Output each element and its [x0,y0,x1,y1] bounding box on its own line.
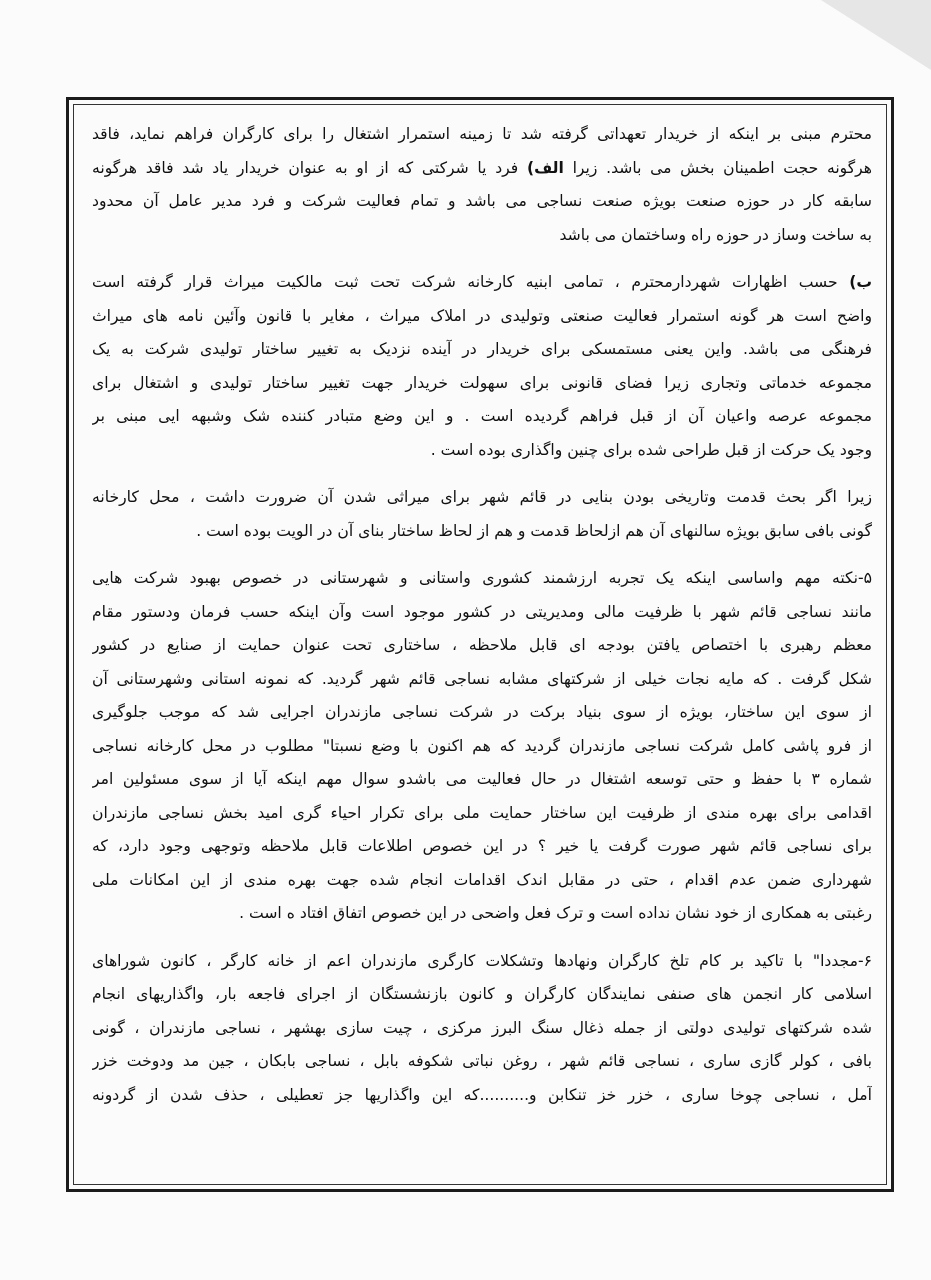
text-line: اسلامی کار انجمن های صنفی نمایندگان کارگران و کانون بازنشستگان از اجرای فاجعه بار، واگذاریهای انجام [92,985,872,1003]
text-line: مجموعه عرصه واعیان آن از قبل فراهم گردیده است . و این وضع متبادر کننده شک وشبهه ایی مبنی بر [92,407,872,425]
text-segment: فرد یا شرکتی که از او به عنوان خریدار یاد شد فاقد هرگونه [92,158,519,177]
text-line [92,266,872,300]
text-line: از سوی این ساختار، بویژه از سوی بنیاد برکت در شرکت نساجی مازندران اجرایی شد که موجب جلوگیری [92,703,872,721]
text-line: واضح است هر گونه استمرار فعالیت صنعتی وتولیدی در املاک میراث ، مغایر با قانون وآئین نامه های میراث [92,306,872,325]
text-line: شده شرکتهای تولیدی دولتی از جمله ذغال سنگ البرز مرکزی ، چیت سازی بهشهر ، نساجی مازندران ، گونی [92,1018,872,1037]
text-segment: حسب اظهارات شهردارمحترم ، تمامی ابنیه کارخانه شرکت تحت ثبت مالکیت میراث قرار گرفته است [92,273,838,291]
paragraph-5 [92,562,872,931]
text-line: اقدامی برای بهره مندی از ظرفیت این ساختار حمایت ملی برای تکرار احیاء گری امید بخش نساجی مازندران [92,803,872,822]
label-be: ب) [849,273,872,291]
paragraph-1 [92,118,872,252]
label-alef: الف) [526,158,564,177]
text-segment: هرگونه حجت اطمینان بخش می باشد. زیرا [572,158,872,177]
text-line: شماره ۳ با حفظ و حتی توسعه اشتغال در حال فعالیت می باشدو سوال مهم اینکه آیا از سوی مسئولین امر [92,770,872,788]
text-line: سابقه کار در حوزه صنعت بویژه صنعت نساجی می باشد و تمام فعالیت شرکت و فرد مدیر عامل آن محدود [92,192,872,210]
page-fold-corner [821,0,931,70]
paragraph-2 [92,266,872,467]
text-line: مانند نساجی قائم شهر با ظرفیت مالی ومدیریتی در کشور موجود است وآن اینکه حسب فرمان ودستور مقام [92,602,872,621]
text-line: رغبتی به همکاری از خود نشان نداده است و ترک فعل واضحی در این خصوص اتفاق افتاد ه است . [239,904,872,922]
text-line: از فرو پاشی کامل شرکت نساجی مازندران گردید که هم اکنون با وضع نسبتا" مطلوب در محل کارخانه نساجی [92,736,872,755]
letter-body [92,118,872,1126]
text-line [92,152,872,186]
paragraph-3 [92,481,872,548]
text-line: گونی بافی سابق بویژه سالنهای آن هم ازلحاظ قدمت و هم از لحاظ ساختار بنای آن در الویت بوده است . [196,521,872,540]
text-line: آمل ، نساجی چوخا ساری ، خزر خز تنکابن و..........که این واگذاریها جز تعطیلی ، حذف شدن از گردونه [92,1085,872,1104]
text-line: فرهنگی می باشد. واین یعنی مستمسکی برای خریدار در آینده نزدیک به تغییر ساختار تولیدی شرکت به یک [92,340,872,358]
text-line: ۵-نکته مهم واساسی اینکه یک تجربه ارزشمند کشوری واستانی و شهرستانی در خصوص بهبود شرکت هایی [92,569,872,587]
text-line: به ساخت وساز در حوزه راه وساختمان می باشد [559,225,872,244]
text-line: شکل گرفت . که مایه نجات خیلی از شرکتهای مشابه نساجی قائم شهر گردید. که نمونه استانی وشهرستانی آن [92,669,872,688]
text-line: ۶-مجددا" با تاکید بر کام تلخ کارگران ونهادها وتشکلات کارگری مازندران اعم از خانه کارگر ، کانون شوراهای [92,951,872,970]
text-line: بافی ، کولر گازی ساری ، نساجی قائم شهر ، روغن نباتی شکوفه بابل ، نساجی بابکان ، جین مد ودوخت خزر [92,1052,872,1070]
text-line: مجموعه خدماتی وتجاری زیرا فضای قانونی برای سهولت خریدار جهت تغییر ساختار تولیدی و اشتغال برای [92,373,872,392]
text-line: معظم رهبری با اختصاص یافتن بودجه ای قابل ملاحظه ، ساختاری تحت عنوان حمایت از صنایع در کشور [92,636,872,654]
text-line: شهرداری ضمن عدم اقدام ، حتی در مقابل اندک اقدامات انجام شده جهت بهره مندی از این امکانات ملی [92,870,872,889]
text-line: زیرا اگر بحث قدمت وتاریخی بودن بنایی در قائم شهر برای میراثی شدن آن ضرورت داشت ، محل کارخانه [92,488,872,506]
text-line: وجود یک حرکت از قبل طراحی شده برای چنین واگذاری بوده است . [430,440,872,459]
text-line: برای نساجی قائم شهر صورت گرفت یا خیر ؟ در این خصوص اطلاعات قابل ملاحظه وتوجهی وجود دارد، که [92,837,872,855]
text-line: محترم مبنی بر اینکه از خریدار تعهداتی گرفته شد تا زمینه استمرار اشتغال را برای کارگران فراهم نماید، فاقد [92,125,872,143]
paragraph-6 [92,945,872,1113]
